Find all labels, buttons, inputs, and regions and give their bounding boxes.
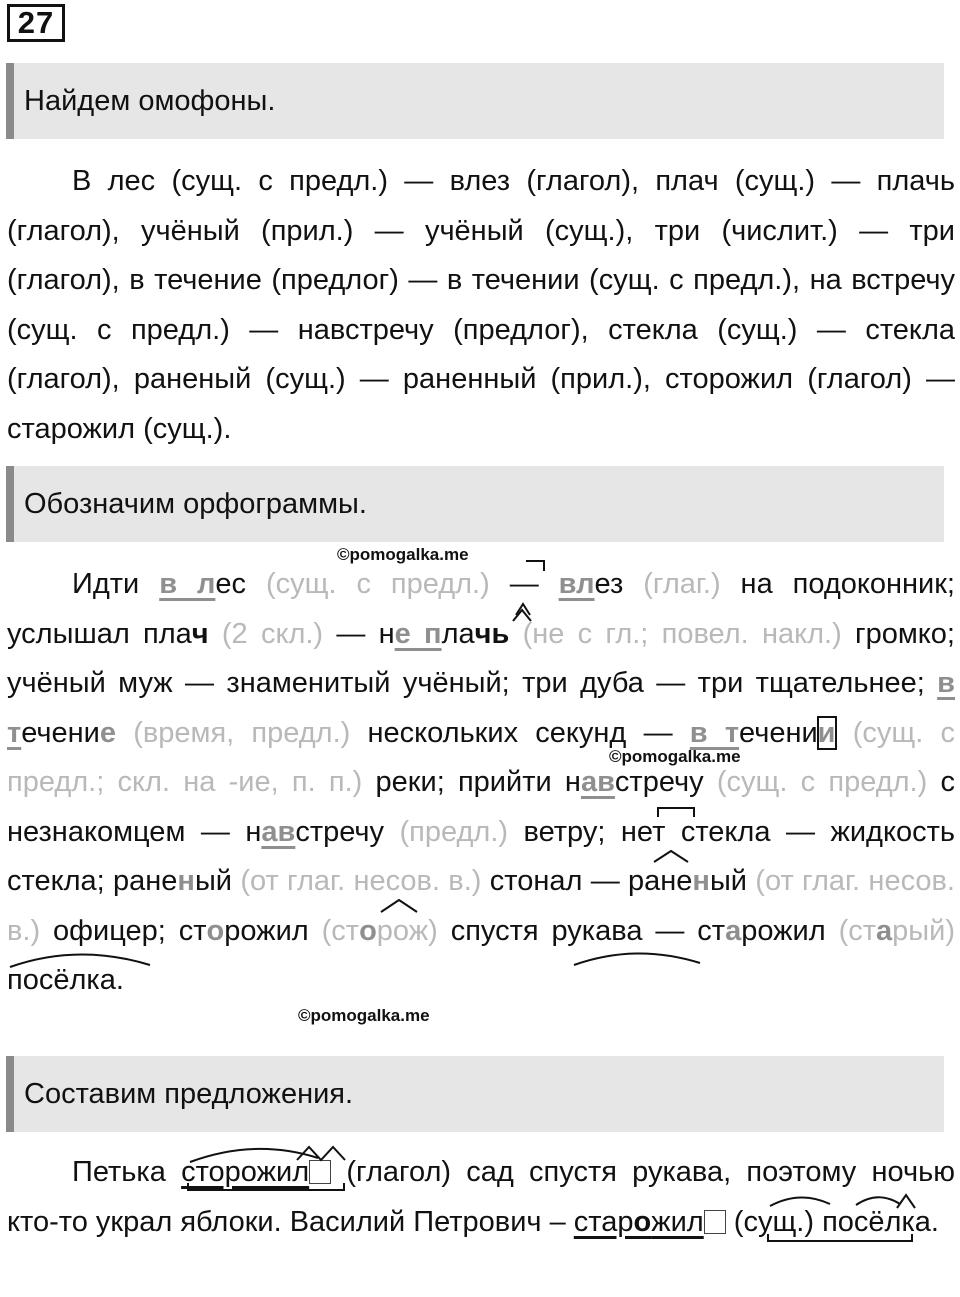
text-fragment: стречу [295, 815, 400, 848]
text-fragment [116, 717, 133, 749]
sentences-paragraph [7, 1148, 955, 1247]
ending-box-mark: и [817, 716, 836, 749]
text-fragment [509, 618, 522, 650]
grammar-note: (глаг.) [643, 568, 721, 600]
text-fragment: ечени [21, 716, 100, 749]
morpheme-word: сторожил [181, 1156, 310, 1188]
text-fragment: ый [709, 865, 756, 897]
text-fragment: ес [215, 568, 266, 600]
orthogram-mark: о [206, 914, 225, 947]
orthogram-mark: вл [558, 568, 595, 600]
text-fragment: (сущ.) посёлка. [725, 1205, 939, 1238]
watermark: ©pomogalka.me [609, 747, 741, 766]
orthogram-mark: н [177, 865, 195, 897]
orthogram-mark: чь [474, 617, 510, 650]
orthogram-mark: ав [261, 815, 296, 848]
morpheme-word: стар [573, 1205, 634, 1238]
text-fragment: рожил [741, 914, 839, 947]
text-fragment: с незнакомцем — н [7, 766, 955, 848]
grammar-note: (ст [321, 914, 360, 947]
text-fragment: Петька [72, 1156, 182, 1188]
orthogram-mark: а [725, 914, 742, 947]
text-fragment: ветру; нет стекла — жидкость стекла; ране [7, 815, 955, 897]
text-fragment: — [489, 568, 559, 600]
grammar-note: (от глаг. несов. в.) [240, 865, 482, 897]
grammar-note: (предл.) [399, 815, 509, 848]
text-fragment: услышал пла [7, 617, 192, 650]
zero-ending-box [704, 1210, 726, 1234]
grammar-note: рож) [376, 914, 438, 947]
text-fragment [209, 618, 222, 650]
text-fragment: нескольких секунд — [350, 716, 673, 749]
grammar-note: (время, предл.) [133, 716, 351, 749]
grammar-note: (сущ. с предл.) [265, 568, 490, 600]
morpheme-word: жил [651, 1205, 704, 1238]
text-fragment: громко; учёный муж — знаменитый учёный; три дуба — три тщательнее; [7, 617, 955, 699]
text-fragment: — н [323, 617, 395, 650]
orthogram-mark: н [692, 865, 710, 897]
orthogram-mark: е п [394, 617, 442, 650]
section-heading-orthograms: Обозначим орфограммы. [6, 466, 944, 542]
grammar-note: (от глаг. несов. в.) [7, 865, 955, 947]
orthogram-mark: о [633, 1205, 652, 1238]
text-fragment: рожил [224, 914, 322, 947]
watermark: ©pomogalka.me [298, 1006, 430, 1025]
text-fragment: посёлка. [7, 964, 124, 996]
orthogram-mark: е [99, 716, 116, 749]
grammar-note: (2 скл.) [221, 617, 324, 650]
orthogram-mark: в т [689, 716, 740, 749]
text-fragment: офицер; ст [40, 914, 207, 947]
homophones-paragraph [7, 157, 955, 454]
text-fragment: ла [441, 617, 475, 650]
orthogram-mark: а [580, 766, 598, 798]
task-number-badge: 27 [7, 4, 65, 42]
text-fragment: Идти [72, 568, 160, 600]
orthogram-mark: в [597, 766, 615, 798]
section-heading-sentences: Составим предложения. [6, 1056, 944, 1132]
section-heading-homophones: Найдем омофоны. [6, 63, 944, 139]
orthogram-mark: а [876, 914, 893, 947]
watermark: ©pomogalka.me [337, 545, 469, 564]
grammar-note: (ст [838, 914, 877, 947]
text-fragment: на подоконник; [720, 568, 955, 600]
text-fragment: стречу [614, 766, 717, 798]
grammar-note: (не с гл.; повел. накл.) [522, 617, 842, 650]
text-fragment: ечени [739, 716, 818, 749]
text-fragment: стонал — ране [481, 865, 693, 897]
orthogram-mark: в т [7, 667, 955, 749]
orthogram-mark: о [359, 914, 377, 947]
orthogram-mark: в л [159, 568, 216, 600]
grammar-note: (сущ. с предл.; скл. на -ие, п. п.) [7, 716, 956, 798]
text-fragment: (глагол) сад спустя рукава, поэтому ночью кто-то украл яблоки. Василий Петрович – [7, 1156, 955, 1238]
text-fragment: ый [194, 865, 241, 897]
orthograms-paragraph [7, 560, 955, 1006]
text-fragment: реки; прийти н [362, 766, 581, 798]
homophones-text: В лес (сущ. с предл.) — влез (глагол), плач (сущ.) — плачь (глагол), учёный (прил.) — учёный (сущ.), три (числит.) — три (глагол), в течение (предлог) — в течении (сущ. с предл.), на встречу (сущ. с предл.) — навстречу (предлог), стекла (сущ.) — стекла (глагол), раненый (сущ.) — раненный (прил.), сторожил (глагол) — старожил (сущ.). [7, 165, 955, 445]
orthogram-mark: ч [191, 617, 209, 650]
grammar-note: рый) [892, 914, 956, 947]
grammar-note: (сущ. с предл.) [716, 766, 928, 798]
text-fragment [836, 717, 853, 749]
text-fragment: ез [594, 568, 644, 600]
zero-ending-box [309, 1160, 331, 1184]
text-fragment: спустя рукава — ст [437, 914, 726, 947]
